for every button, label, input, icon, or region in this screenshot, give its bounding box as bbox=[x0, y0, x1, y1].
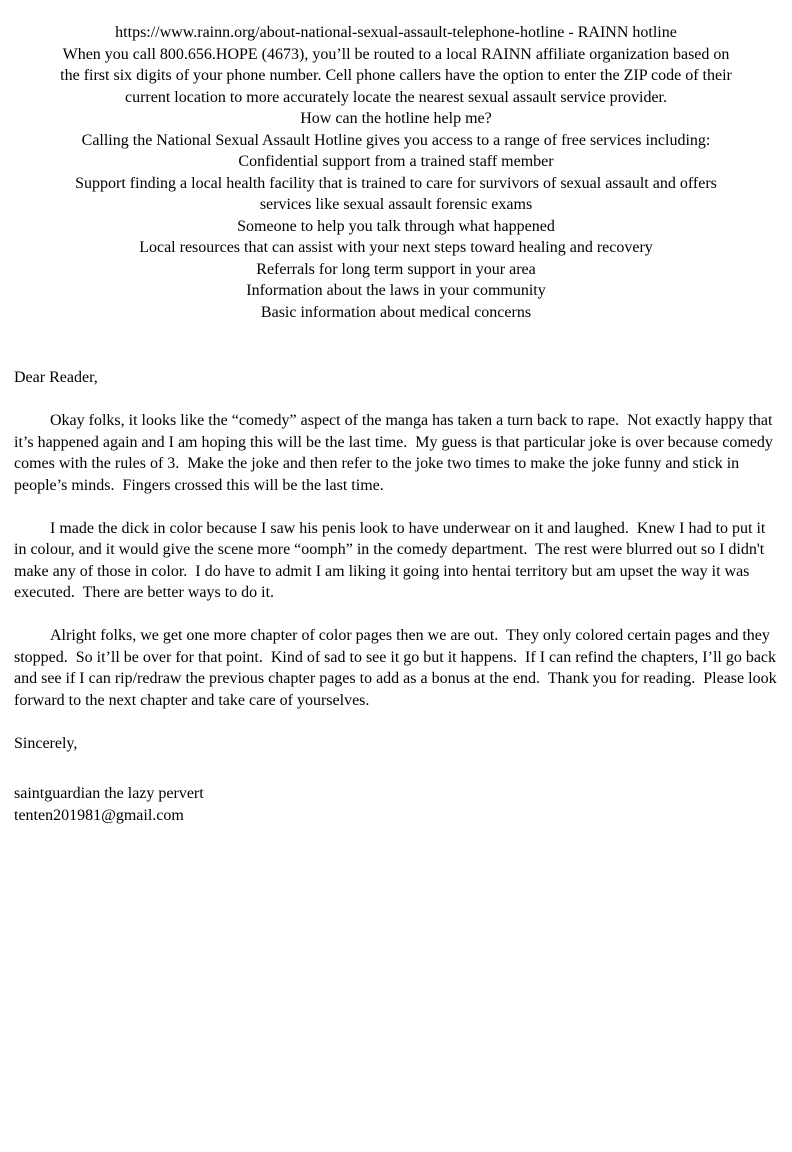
hotline-service-line: Someone to help you talk through what happened bbox=[237, 217, 555, 235]
letter-paragraph: Alright folks, we get one more chapter of color pages then we are out. They only colored certain pages and they stopped. So it’ll be over for that point. Kind of sad to see it go but it happens. If I can refind the chapters, I’ll go back and see if I can rip/redraw the previous chapter pages to add as a bonus at the end. Thank you for reading. Please look forward to the next chapter and take care of yourselves. bbox=[14, 627, 781, 709]
signature-block bbox=[14, 783, 778, 826]
hotline-service-line: Referrals for long term support in your area bbox=[256, 260, 536, 278]
hotline-info-line: the first six digits of your phone number. Cell phone callers have the option to enter the ZIP code of their bbox=[60, 67, 732, 84]
letter-paragraph: I made the dick in color because I saw his penis look to have underwear on it and laughed. Knew I had to put it in colour, and it would give the scene more “oomph” in the comedy department. The rest were blurred out so I didn't make any of those in color. I do have to admit I am liking it going into hentai territory but am upset the way it was executed. There are better ways to do it. bbox=[14, 519, 770, 601]
hotline-info-block bbox=[14, 22, 778, 323]
hotline-service-line: Basic information about medical concerns bbox=[260, 303, 532, 321]
hotline-service-line: services like sexual assault forensic exams bbox=[259, 196, 533, 213]
letter-paragraph: Okay folks, it looks like the “comedy” aspect of the manga has taken a turn back to rape. Not exactly happy that it’s happened again and I am hoping this will be the last time. My guess is that particular joke is over because comedy comes with the rules of 3. Make the joke and then refer to the joke two times to make the joke funny and stick in people’s minds. Fingers crossed this will be the last time. bbox=[14, 412, 777, 494]
hotline-url-line: https://www.rainn.org/about-national-sexual-assault-telephone-hotline - RAINN hotline bbox=[115, 24, 677, 41]
hotline-info-line: When you call 800.656.HOPE (4673), you’ll be routed to a local RAINN affiliate organization based on bbox=[62, 45, 730, 63]
hotline-info-line: current location to more accurately locate the nearest sexual assault service provider. bbox=[125, 88, 667, 106]
signature-name: saintguardian the lazy pervert bbox=[14, 785, 204, 802]
closing: Sincerely, bbox=[14, 734, 78, 752]
hotline-question-line: How can the hotline help me? bbox=[300, 110, 492, 127]
hotline-service-line: Local resources that can assist with your next steps toward healing and recovery bbox=[139, 239, 653, 256]
signature-email: tenten201981@gmail.com bbox=[14, 806, 184, 824]
hotline-service-line: Confidential support from a trained staff member bbox=[238, 153, 554, 170]
hotline-service-line: Information about the laws in your community bbox=[246, 282, 546, 299]
hotline-service-line: Support finding a local health facility that is trained to care for survivors of sexual assault and offers bbox=[75, 174, 717, 192]
hotline-info-line: Calling the National Sexual Assault Hotline gives you access to a range of free services including: bbox=[81, 131, 711, 149]
salutation: Dear Reader, bbox=[14, 369, 98, 386]
